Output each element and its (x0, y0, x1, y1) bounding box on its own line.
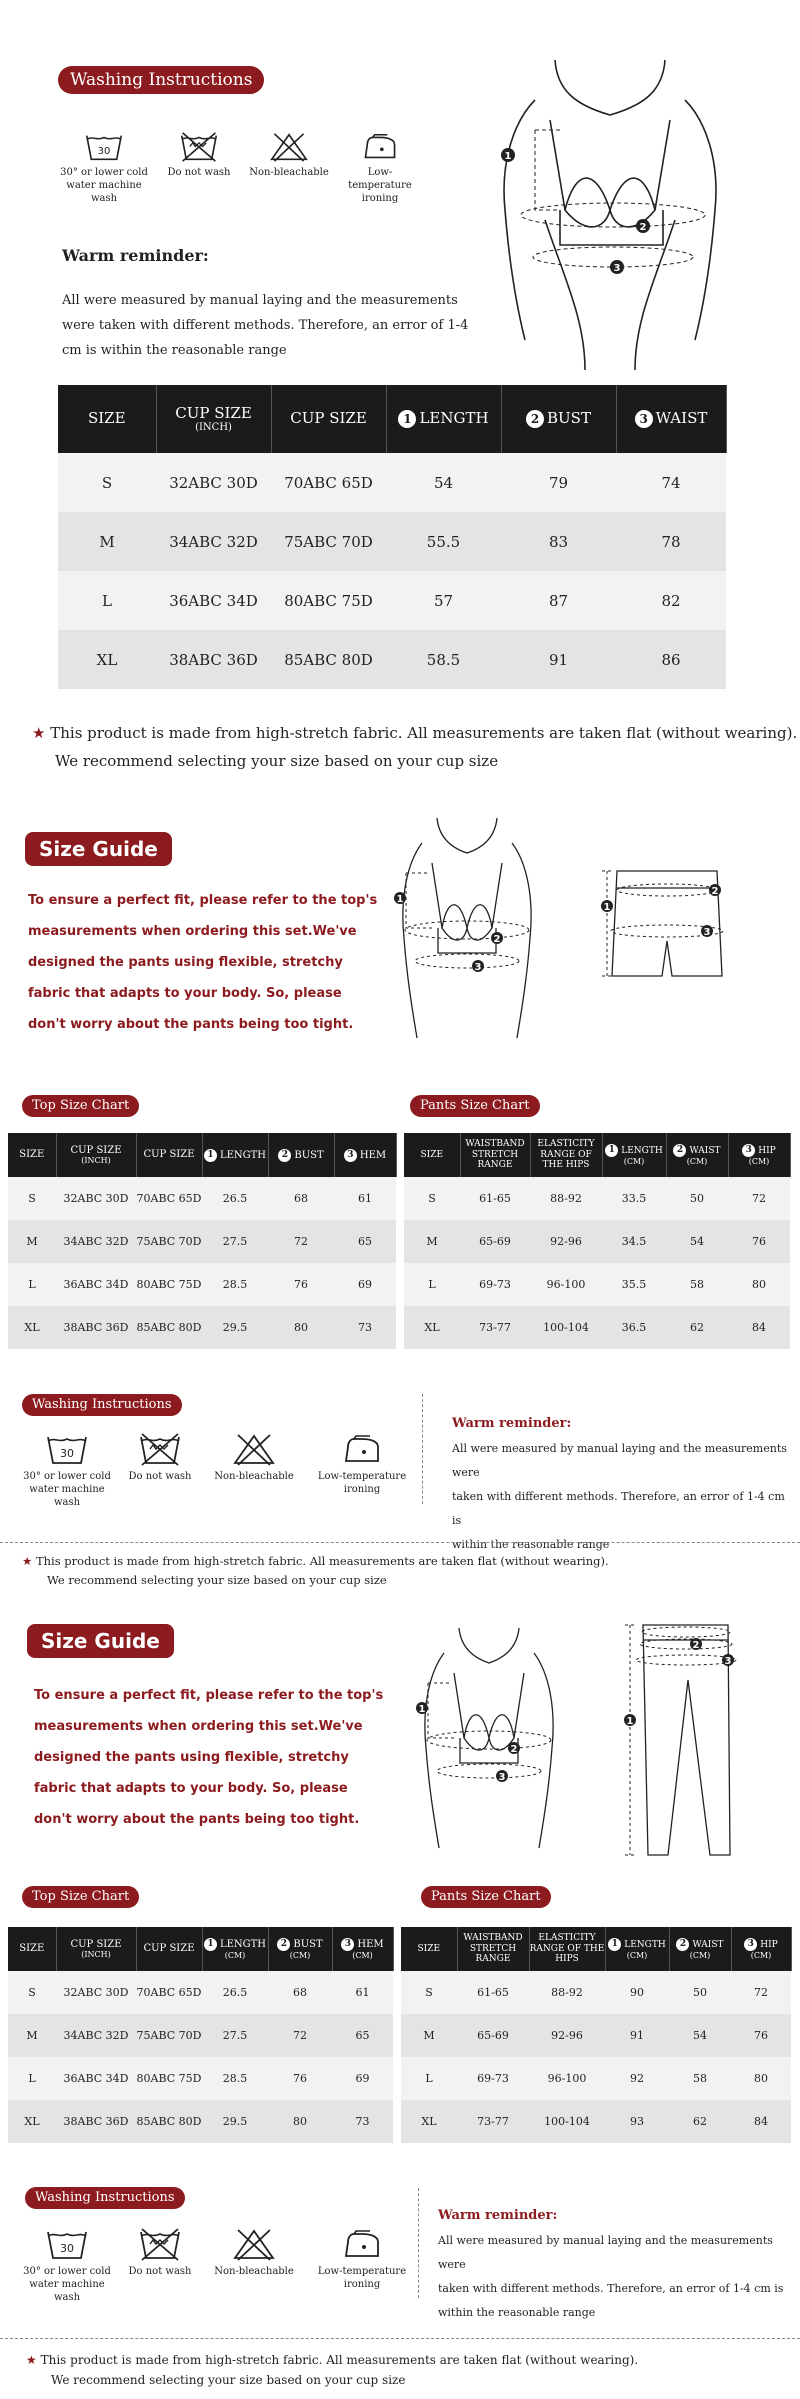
table-cell: M (8, 2014, 56, 2057)
top-size-table-3 (8, 1927, 394, 2143)
table-cell: 96-100 (530, 1263, 602, 1306)
col-hip: 3 HIP (CM) (731, 1927, 791, 1971)
non-bleach-icon (232, 1433, 276, 1466)
reminder-3: Warm reminder: All were measured by manual laying and the measurements were taken with different methods. Therefore, an error of 1-4 cm is within the reasonable range (438, 2208, 784, 2319)
fabric-note-2: ★ This product is made from high-stretch fabric. All measurements are taken flat (without wearing). We recommend selecting your size based on your cup size (22, 1554, 609, 1587)
size-guide-title-2: Size Guide (25, 832, 172, 866)
top-size-table-2 (8, 1133, 397, 1349)
non-bleach-icon (269, 132, 309, 162)
table-cell: 80ABC 75D (271, 571, 386, 630)
table-cell: L (8, 1263, 56, 1306)
table-cell: 28.5 (202, 1263, 268, 1306)
table-cell: 80ABC 75D (136, 2057, 202, 2100)
icon-caption: 30° or lower cold water machine wash (23, 2266, 111, 2303)
do-not-wash-item (124, 2228, 196, 2304)
table-cell: 76 (731, 2014, 791, 2057)
table-cell: 58 (669, 2057, 731, 2100)
table-cell: 70ABC 65D (136, 1971, 202, 2014)
table-cell: 74 (616, 453, 726, 512)
top-chart-title-2: Top Size Chart (22, 1095, 139, 1117)
svg-text:30: 30 (97, 145, 111, 157)
col-size: SIZE (8, 1927, 56, 1971)
icon-caption: Do not wash (167, 167, 231, 178)
wash-30-item (22, 1433, 112, 1509)
table-cell: 54 (386, 453, 501, 512)
table-cell: XL (8, 2100, 56, 2143)
fabric-note-3: ★ This product is made from high-stretch fabric. All measurements are taken flat (without wearing). We recommend selecting your size based on your cup size (26, 2353, 639, 2387)
col-length: 1 LENGTH (CM) (605, 1927, 669, 1971)
warm-reminder-text: All were measured by manual laying and the measurements were taken with different methods. Therefore, an error of 1-4 cm is within the reasonable range (62, 293, 469, 358)
svg-text:3: 3 (613, 263, 621, 274)
table-cell: 36ABC 34D (56, 2057, 136, 2100)
wash-icons-2 (22, 1433, 412, 1509)
svg-text:2: 2 (711, 886, 719, 897)
icon-caption: Non-bleachable (249, 167, 329, 178)
col-waist: 2 WAIST (CM) (669, 1927, 731, 1971)
table-row (8, 1263, 396, 1306)
star-icon-3: ★ (26, 2353, 37, 2367)
table-cell: 80 (268, 1306, 334, 1349)
col-length: 1 LENGTH (CM) (602, 1133, 666, 1177)
table-cell: S (404, 1177, 460, 1220)
wash-30-item (58, 132, 150, 205)
reminder-2: Warm reminder: All were measured by manual laying and the measurements were taken with different methods. Therefore, an error of 1-4 cm is within the reasonable range (452, 1416, 787, 1551)
table-cell: 73-77 (460, 1306, 530, 1349)
table-cell: 32ABC 30D (156, 453, 271, 512)
table-cell: 69 (334, 1263, 396, 1306)
table-cell: 55.5 (386, 512, 501, 571)
wash-title-2: Washing Instructions (22, 1394, 182, 1416)
size-table-main (58, 385, 727, 689)
non-bleach-item (208, 1433, 300, 1509)
table-row (404, 1220, 790, 1263)
table-cell: 65-69 (457, 2014, 529, 2057)
svg-text:30: 30 (60, 1447, 74, 1460)
table-cell: 54 (669, 2014, 731, 2057)
svg-text:30: 30 (60, 2242, 74, 2255)
pants-chart-title-2: Pants Size Chart (410, 1095, 540, 1117)
table-cell: 72 (731, 1971, 791, 2014)
top-figure-2 (392, 818, 542, 1043)
table-cell: 29.5 (202, 1306, 268, 1349)
pants-size-table-3 (401, 1927, 792, 2143)
table-cell: 69 (332, 2057, 393, 2100)
table-cell: 92 (605, 2057, 669, 2100)
non-bleach-item (208, 2228, 300, 2304)
svg-text:3: 3 (703, 927, 711, 938)
size-guide-text-2: To ensure a perfect fit, please refer to the top's measurements when ordering this set.We've designed the pants using flexible, stretchy fabric that adapts to your body. So, please don't worry about the pants being too tight. (28, 893, 378, 1032)
col-cup: CUP SIZE (271, 385, 386, 453)
low-iron-item (344, 132, 416, 205)
table-cell: L (8, 2057, 56, 2100)
marker-3 (610, 260, 624, 274)
marker-2 (636, 219, 650, 233)
bra-measure-figure (495, 60, 725, 370)
table-cell: 58.5 (386, 630, 501, 689)
col-waistband: WAISTBAND STRETCH RANGE (457, 1927, 529, 1971)
table-cell: 85ABC 80D (136, 2100, 202, 2143)
svg-text:2: 2 (692, 1640, 700, 1651)
col-elasticity: ELASTICITY RANGE OF THE HIPS (529, 1927, 605, 1971)
table-cell: 34.5 (602, 1220, 666, 1263)
table-cell: 88-92 (530, 1177, 602, 1220)
svg-text:1: 1 (626, 1716, 634, 1727)
fabric-note: ★ This product is made from high-stretch fabric. All measurements are taken flat (without wearing). We recommend selecting your size based on your cup size (32, 724, 798, 770)
col-size: SIZE (404, 1133, 460, 1177)
table-cell: XL (58, 630, 156, 689)
shorts-figure-2 (597, 866, 737, 1016)
col-bust: 2 BUST (CM) (268, 1927, 332, 1971)
table-row (8, 1220, 396, 1263)
col-hem: 3 HEM (334, 1133, 396, 1177)
table-cell: 26.5 (202, 1177, 268, 1220)
svg-text:3: 3 (724, 1656, 732, 1667)
table-cell: 76 (268, 1263, 334, 1306)
size-guide-text-3: To ensure a perfect fit, please refer to the top's measurements when ordering this set.We've designed the pants using flexible, stretchy fabric that adapts to your body. So, please don't worry about the pants being too tight. (34, 1688, 384, 1827)
low-iron-icon (340, 1433, 384, 1466)
table-cell: 72 (268, 1220, 334, 1263)
table-cell: 38ABC 36D (156, 630, 271, 689)
table-cell: 80 (731, 2057, 791, 2100)
table-cell: XL (8, 1306, 56, 1349)
do-not-wash-icon (138, 1433, 182, 1466)
table-cell: 100-104 (529, 2100, 605, 2143)
table-cell: 36ABC 34D (56, 1263, 136, 1306)
svg-text:2: 2 (639, 222, 647, 233)
do-not-wash-icon (138, 2228, 182, 2261)
table-cell: 84 (731, 2100, 791, 2143)
warm-reminder-title: Warm reminder: (62, 246, 209, 265)
table-cell: 69-73 (457, 2057, 529, 2100)
star-icon: ★ (32, 724, 46, 742)
table-cell: 96-100 (529, 2057, 605, 2100)
table-cell: 62 (669, 2100, 731, 2143)
table-row (8, 2100, 393, 2143)
table-row (404, 1263, 790, 1306)
table-cell: 72 (268, 2014, 332, 2057)
table-cell: 69-73 (460, 1263, 530, 1306)
table-cell: 72 (728, 1177, 790, 1220)
table-row (401, 2014, 791, 2057)
icon-caption: 30° or lower cold water machine wash (23, 1471, 111, 1508)
table-cell: 75ABC 70D (136, 2014, 202, 2057)
col-hip: 3 HIP (CM) (728, 1133, 790, 1177)
col-size: SIZE (8, 1133, 56, 1177)
table-cell: M (8, 1220, 56, 1263)
non-bleach-icon (232, 2228, 276, 2261)
table-cell: 75ABC 70D (271, 512, 386, 571)
top-figure-3 (414, 1628, 564, 1853)
table-cell: 75ABC 70D (136, 1220, 202, 1263)
svg-text:1: 1 (418, 1704, 426, 1715)
table-cell: 38ABC 36D (56, 2100, 136, 2143)
table-row (8, 1306, 396, 1349)
wash-30-item (22, 2228, 112, 2304)
table-row (8, 2014, 393, 2057)
table-cell: 32ABC 30D (56, 1971, 136, 2014)
col-waistband: WAISTBAND STRETCH RANGE (460, 1133, 530, 1177)
low-iron-icon (360, 132, 400, 162)
table-cell: 50 (666, 1177, 728, 1220)
svg-text:1: 1 (603, 902, 611, 913)
pants-chart-title-3: Pants Size Chart (421, 1886, 551, 1908)
table-cell: L (404, 1263, 460, 1306)
table-cell: 90 (605, 1971, 669, 2014)
table-cell: 68 (268, 1177, 334, 1220)
table-cell: 83 (501, 512, 616, 571)
star-icon-2: ★ (22, 1554, 33, 1568)
table-cell: 57 (386, 571, 501, 630)
col-size: SIZE (58, 385, 156, 453)
table-cell: 29.5 (202, 2100, 268, 2143)
col-elasticity: ELASTICITY RANGE OF THE HIPS (530, 1133, 602, 1177)
table-cell: 33.5 (602, 1177, 666, 1220)
top-chart-title-3: Top Size Chart (22, 1886, 139, 1908)
icon-caption: Do not wash (128, 2266, 192, 2277)
table-cell: 85ABC 80D (136, 1306, 202, 1349)
table-cell: 65 (334, 1220, 396, 1263)
icon-caption: 30° or lower cold water machine wash (60, 167, 148, 204)
icon-caption: Low-temperature ironing (348, 167, 412, 204)
table-cell: M (58, 512, 156, 571)
wash-30-icon (84, 132, 124, 162)
svg-text:1: 1 (504, 151, 512, 162)
table-cell: 61-65 (460, 1177, 530, 1220)
table-cell: 26.5 (202, 1971, 268, 2014)
icon-caption: Do not wash (128, 1471, 192, 1482)
table-cell: 58 (666, 1263, 728, 1306)
table-cell: 36.5 (602, 1306, 666, 1349)
col-bust: 2 BUST (268, 1133, 334, 1177)
pants-size-table-2 (404, 1133, 791, 1349)
col-length: 1 LENGTH (CM) (202, 1927, 268, 1971)
table-cell: 86 (616, 630, 726, 689)
col-cup: CUP SIZE (136, 1927, 202, 1971)
table-cell: M (401, 2014, 457, 2057)
table-cell: 73 (332, 2100, 393, 2143)
table-cell: 80ABC 75D (136, 1263, 202, 1306)
table-cell: 61 (334, 1177, 396, 1220)
wash-title-3: Washing Instructions (25, 2187, 185, 2209)
table-cell: 35.5 (602, 1263, 666, 1306)
table-cell: 65 (332, 2014, 393, 2057)
col-length: 1 LENGTH (202, 1133, 268, 1177)
table-cell: L (401, 2057, 457, 2100)
table-cell: 34ABC 32D (56, 1220, 136, 1263)
table-row (404, 1306, 790, 1349)
non-bleach-item (248, 132, 330, 205)
col-cup-inch: CUP SIZE (INCH) (156, 385, 271, 453)
table-cell: L (58, 571, 156, 630)
table-cell: S (8, 1971, 56, 2014)
table-cell: 100-104 (530, 1306, 602, 1349)
table-cell: XL (401, 2100, 457, 2143)
wash-30-icon (45, 2228, 89, 2261)
icon-caption: Non-bleachable (214, 2266, 294, 2277)
table-cell: 91 (605, 2014, 669, 2057)
table-cell: S (58, 453, 156, 512)
table-row (404, 1177, 790, 1220)
table-cell: S (8, 1177, 56, 1220)
table-cell: 76 (268, 2057, 332, 2100)
table-cell: S (401, 1971, 457, 2014)
low-iron-icon (340, 2228, 384, 2261)
col-cup: CUP SIZE (136, 1133, 202, 1177)
table-cell: 28.5 (202, 2057, 268, 2100)
col-waist: 2 WAIST (CM) (666, 1133, 728, 1177)
svg-text:1: 1 (396, 894, 404, 905)
table-cell: 88-92 (529, 1971, 605, 2014)
wash-icons-3 (22, 2228, 412, 2304)
table-cell: 82 (616, 571, 726, 630)
table-cell: 70ABC 65D (136, 1177, 202, 1220)
size-guide-title-3: Size Guide (27, 1624, 174, 1658)
svg-text:2: 2 (510, 1744, 518, 1755)
table-cell: 78 (616, 512, 726, 571)
table-cell: 73-77 (457, 2100, 529, 2143)
table-row (58, 512, 726, 571)
low-iron-item (312, 1433, 412, 1509)
leggings-figure-3 (618, 1620, 748, 1860)
table-cell: 76 (728, 1220, 790, 1263)
table-cell: 87 (501, 571, 616, 630)
table-row (401, 1971, 791, 2014)
do-not-wash-item (164, 132, 234, 205)
washing-instructions-title: Washing Instructions (58, 66, 264, 94)
table-cell: 80 (268, 2100, 332, 2143)
table-cell: 61 (332, 1971, 393, 2014)
col-cup-inch: CUP SIZE (INCH) (56, 1927, 136, 1971)
table-cell: XL (404, 1306, 460, 1349)
marker-1 (501, 148, 515, 162)
table-cell: M (404, 1220, 460, 1263)
table-row (8, 1971, 393, 2014)
table-row (8, 2057, 393, 2100)
do-not-wash-icon (179, 132, 219, 162)
svg-text:3: 3 (498, 1772, 506, 1783)
table-cell: 91 (501, 630, 616, 689)
table-cell: 27.5 (202, 1220, 268, 1263)
svg-text:3: 3 (474, 962, 482, 973)
table-cell: 73 (334, 1306, 396, 1349)
icon-caption: Low-temperature ironing (317, 2266, 407, 2290)
table-cell: 65-69 (460, 1220, 530, 1263)
table-cell: 70ABC 65D (271, 453, 386, 512)
table-cell: 92-96 (529, 2014, 605, 2057)
col-size: SIZE (401, 1927, 457, 1971)
table-cell: 93 (605, 2100, 669, 2143)
wash-icons (58, 132, 416, 205)
table-cell: 38ABC 36D (56, 1306, 136, 1349)
table-cell: 79 (501, 453, 616, 512)
table-cell: 50 (669, 1971, 731, 2014)
col-cup-inch: CUP SIZE (INCH) (56, 1133, 136, 1177)
bra-outline (504, 60, 716, 370)
table-cell: 54 (666, 1220, 728, 1263)
table-cell: 92-96 (530, 1220, 602, 1263)
icon-caption: Low-temperature ironing (317, 1471, 407, 1495)
col-length: 1 LENGTH (386, 385, 501, 453)
do-not-wash-item (124, 1433, 196, 1509)
col-bust: 2 BUST (501, 385, 616, 453)
table-cell: 34ABC 32D (156, 512, 271, 571)
table-cell: 68 (268, 1971, 332, 2014)
table-row (58, 630, 726, 689)
table-row (8, 1177, 396, 1220)
col-hem: 3 HEM (CM) (332, 1927, 393, 1971)
table-cell: 34ABC 32D (56, 2014, 136, 2057)
table-row (58, 571, 726, 630)
wash-30-icon (45, 1433, 89, 1466)
table-row (401, 2100, 791, 2143)
table-cell: 62 (666, 1306, 728, 1349)
table-row (58, 453, 726, 512)
icon-caption: Non-bleachable (214, 1471, 294, 1482)
low-iron-item (312, 2228, 412, 2304)
table-cell: 80 (728, 1263, 790, 1306)
table-cell: 85ABC 80D (271, 630, 386, 689)
bra-measure-lines (521, 130, 705, 267)
table-cell: 84 (728, 1306, 790, 1349)
table-cell: 36ABC 34D (156, 571, 271, 630)
col-waist: 3 WAIST (616, 385, 726, 453)
table-row (401, 2057, 791, 2100)
svg-text:2: 2 (493, 934, 501, 945)
table-cell: 32ABC 30D (56, 1177, 136, 1220)
table-cell: 27.5 (202, 2014, 268, 2057)
table-cell: 61-65 (457, 1971, 529, 2014)
